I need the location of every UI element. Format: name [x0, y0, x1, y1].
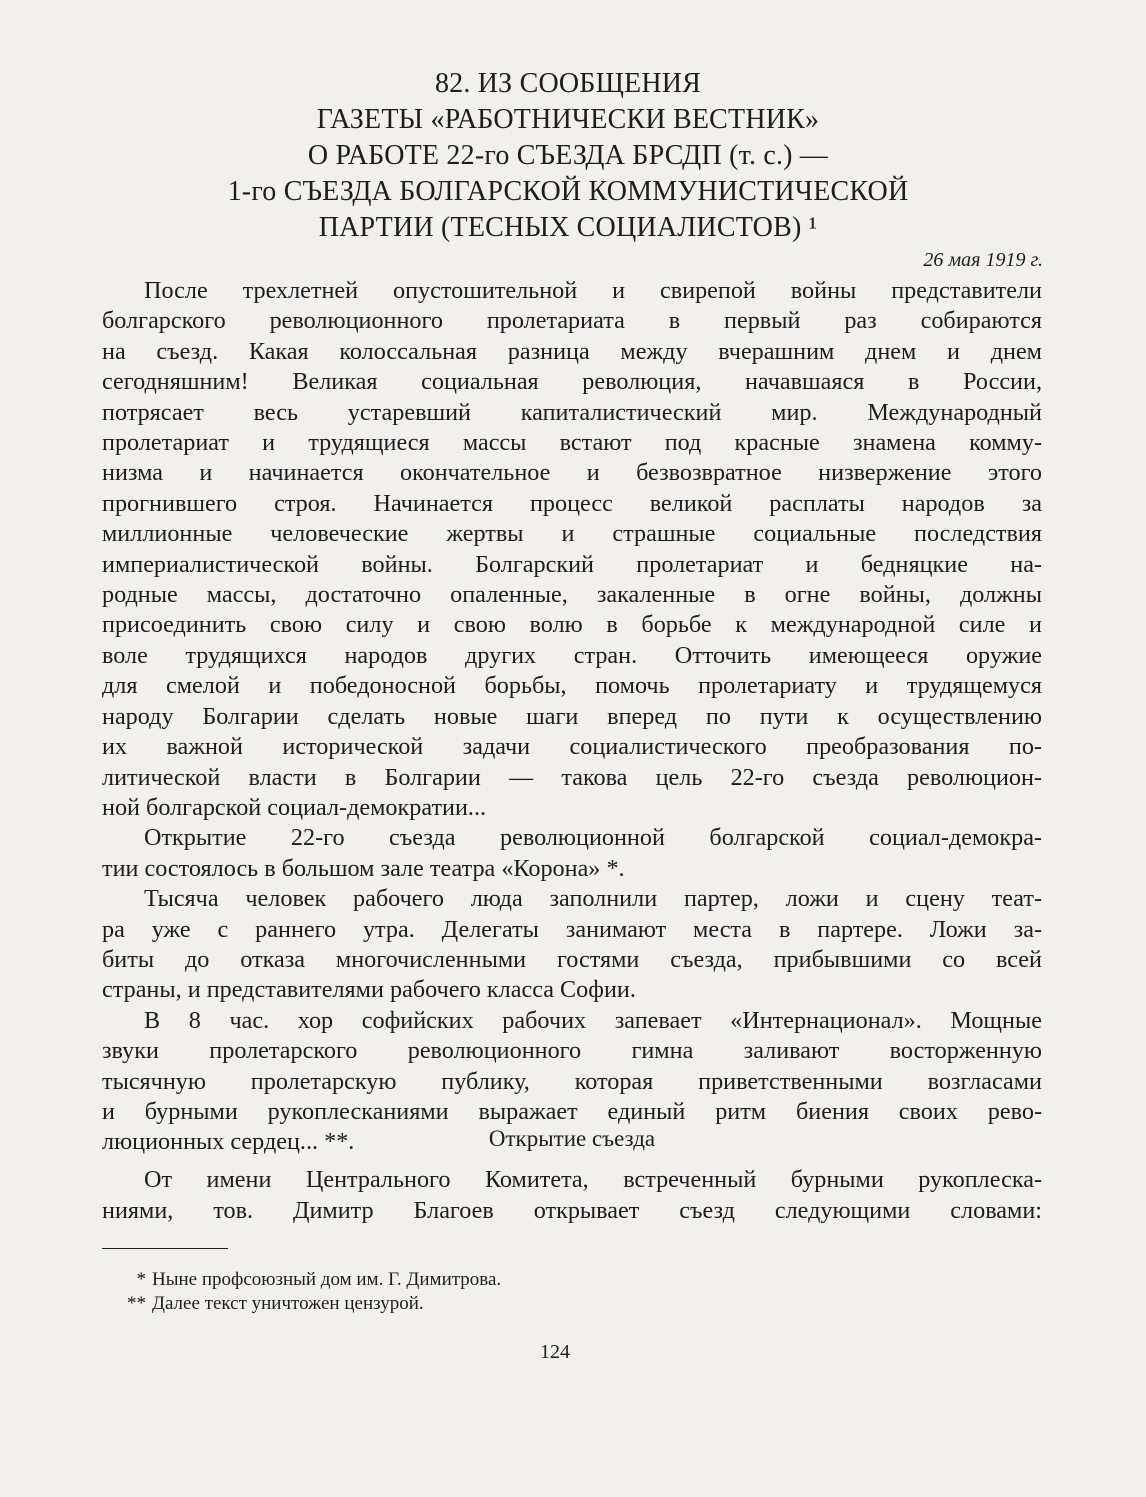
document-date: 26 мая 1919 г.: [923, 249, 1043, 271]
closing-text: [102, 1164, 1042, 1226]
text-line: народу Болгарии сделать новые шаги вперед по пути к осуществлению: [102, 702, 1042, 730]
text-line: тии состоялось в большом зале театра «Корона» *.: [102, 854, 625, 882]
title-line: О РАБОТЕ 22-го СЪЕЗДА БРСДП (т. с.) —: [307, 140, 829, 171]
text-line: тысячную пролетарскую публику, которая приветственными возгласами: [102, 1067, 1042, 1095]
text-line: империалистической войны. Болгарский пролетариат и бедняцкие на-: [102, 550, 1042, 578]
text-line: ной болгарской социал-демократии...: [102, 793, 487, 821]
text-line: для смелой и победоносной борьбы, помочь пролетариату и трудящемуся: [102, 672, 1042, 700]
title-line: 1-го СЪЕЗДА БОЛГАРСКОЙ КОММУНИСТИЧЕСКОЙ: [227, 176, 909, 207]
main-text: [102, 276, 1042, 1158]
footnote-text: Далее текст уничтожен цензурой.: [152, 1293, 424, 1314]
footnote-divider: [102, 1248, 228, 1249]
footnote: [112, 1268, 501, 1292]
text-line: и бурными рукоплесканиями выражает единый ритм биения своих рево-: [102, 1097, 1042, 1125]
text-line: страны, и представителями рабочего класса Софии.: [102, 976, 636, 1004]
footnote-text: Ныне профсоюзный дом им. Г. Димитрова.: [152, 1269, 502, 1290]
text-line: родные массы, достаточно опаленные, закаленные в огне войны, должны: [102, 581, 1042, 609]
text-line: прогнившего строя. Начинается процесс великой расплаты народов за: [102, 489, 1042, 517]
text-line: звуки пролетарского революционного гимна заливают восторженную: [102, 1037, 1042, 1065]
text-line: их важной исторической задачи социалистического преобразования по-: [102, 733, 1042, 761]
text-line: В 8 час. хор софийских рабочих запевает «Интернационал». Мощные: [144, 1006, 1042, 1034]
title-line: 82. ИЗ СООБЩЕНИЯ: [434, 68, 702, 99]
title-line: ГАЗЕТЫ «РАБОТНИЧЕСКИ ВЕСТНИК»: [316, 104, 820, 135]
document-title: [150, 66, 986, 246]
text-line: пролетариат и трудящиеся массы встают под красные знамена комму-: [102, 429, 1042, 457]
title-line: ПАРТИИ (ТЕСНЫХ СОЦИАЛИСТОВ) ¹: [318, 212, 818, 243]
text-line: воле трудящихся народов других стран. Отточить имеющееся оружие: [102, 641, 1042, 669]
text-line: От имени Центрального Комитета, встреченный бурными рукоплеска-: [144, 1166, 1042, 1193]
page-number: 124: [540, 1341, 570, 1363]
text-line: потрясает весь устаревший капиталистический мир. Международный: [102, 398, 1042, 426]
text-line: Тысяча человек рабочего люда заполнили партер, ложи и сцену теат-: [144, 885, 1042, 913]
text-line: После трехлетней опустошительной и свирепой войны представители: [144, 277, 1042, 304]
text-line: присоединить свою силу и свою волю в борьбе к международной силе и: [102, 611, 1042, 639]
footnote: [112, 1292, 501, 1316]
text-line: Открытие 22-го съезда революционной болгарской социал-демокра-: [144, 824, 1042, 852]
text-line: на съезд. Какая колоссальная разница между вчерашним днем и днем: [102, 337, 1042, 365]
text-line: болгарского революционного пролетариата в первый раз собираются: [102, 307, 1042, 335]
footnotes: [112, 1268, 501, 1316]
text-line: биты до отказа многочисленными гостями съезда, прибывшими со всей: [102, 945, 1042, 973]
text-line: люционных сердец... **.: [102, 1128, 355, 1156]
text-line: ра уже с раннего утра. Делегаты занимают места в партере. Ложи за-: [102, 915, 1042, 943]
text-line: литической власти в Болгарии — такова цель 22-го съезда революцион-: [102, 763, 1042, 791]
text-line: низма и начинается окончательное и безвозвратное низвержение этого: [102, 459, 1042, 487]
text-line: миллионные человеческие жертвы и страшные социальные последствия: [102, 520, 1042, 548]
footnote-mark: *: [136, 1269, 146, 1290]
footnote-mark: **: [127, 1293, 146, 1314]
text-line: сегодняшним! Великая социальная революция, начавшаяся в России,: [102, 368, 1042, 396]
text-line: ниями, тов. Димитр Благоев открывает съезд следующими словами:: [102, 1197, 1042, 1224]
section-heading: Открытие съезда: [488, 1126, 656, 1151]
